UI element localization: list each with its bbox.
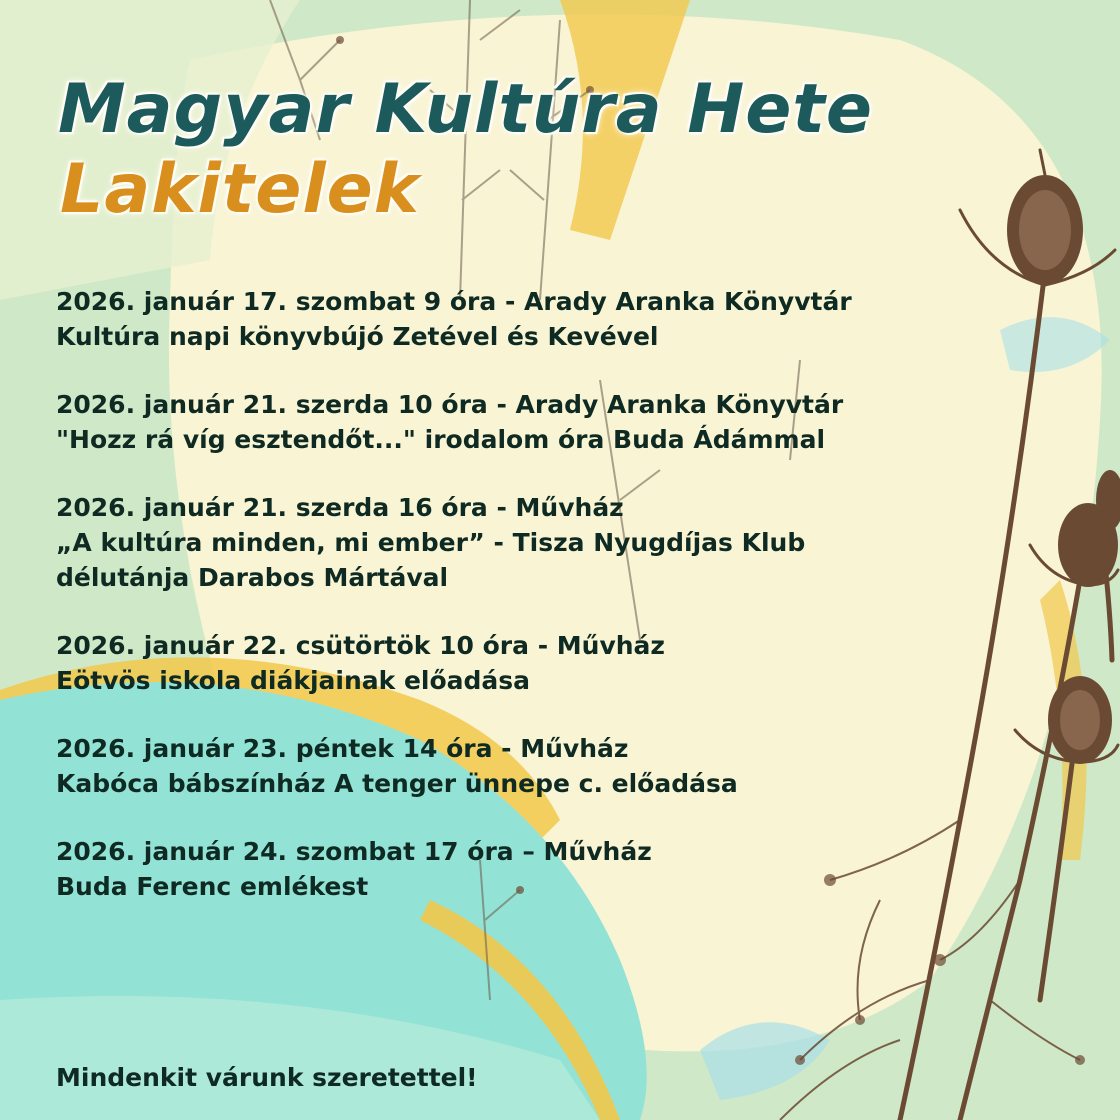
event-datetime-location: 2026. január 21. szerda 16 óra - Művház [56,493,624,522]
event-item [56,834,1056,904]
teasel-head [1060,690,1100,750]
poster-subtitle: Lakitelek [60,150,421,229]
teasel-head [1019,190,1071,270]
event-item [56,284,1056,354]
event-description: Eötvös iskola diákjainak előadása [56,666,531,695]
event-datetime-location: 2026. január 24. szombat 17 óra – Művház [56,837,652,866]
event-item [56,731,1056,801]
event-description: "Hozz rá víg esztendőt..." irodalom óra Buda Ádámmal [56,425,826,454]
event-item [56,387,1056,457]
event-datetime-location: 2026. január 17. szombat 9 óra - Arady Aranka Könyvtár [56,287,852,316]
event-description: Buda Ferenc emlékest [56,872,369,901]
event-datetime-location: 2026. január 22. csütörtök 10 óra - Művház [56,631,665,660]
poster-title: Magyar Kultúra Hete [58,70,874,149]
event-datetime-location: 2026. január 23. péntek 14 óra - Művház [56,734,629,763]
event-description: délutánja Darabos Mártával [56,563,449,592]
event-list [56,284,1056,937]
closing-message: Mindenkit várunk szeretettel! [56,1063,478,1092]
event-datetime-location: 2026. január 21. szerda 10 óra - Arady Aranka Könyvtár [56,390,844,419]
event-item [56,628,1056,698]
event-description: „A kultúra minden, mi ember” - Tisza Nyugdíjas Klub [56,528,806,557]
event-description: Kultúra napi könyvbújó Zetével és Kevével [56,322,659,351]
event-item [56,490,1056,595]
event-description: Kabóca bábszínház A tenger ünnepe c. előadása [56,769,738,798]
